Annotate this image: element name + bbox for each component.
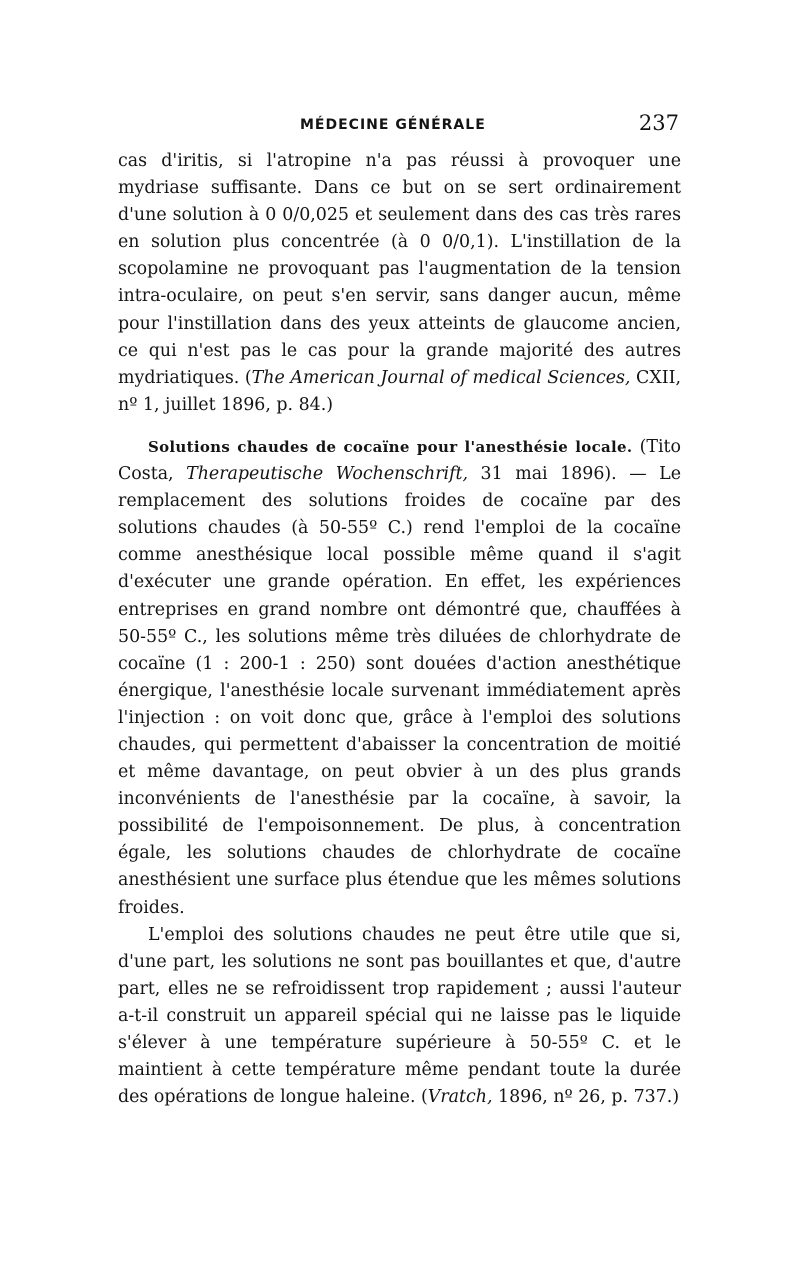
- paragraph-text: L'emploi des solutions chaudes ne peut être utile que si, d'une part, les solutions ne sont pas bouillantes et que, d'autre part, elles ne se refroidissent trop rapidement ; aussi l'auteur a-t-il construit un appareil spécial qui ne laisse pas le liquide s'élever à une température supérieure à 50-55º C. et le maintient à cette température même pendant toute la durée des opérations de longue haleine. (: [118, 924, 681, 1108]
- paragraph-scopolamine: [118, 148, 681, 419]
- section-gap: [118, 419, 681, 434]
- paragraph-apparatus: [118, 922, 681, 1112]
- page-header: [118, 113, 681, 143]
- running-title: MÉDECINE GÉNÉRALE: [300, 117, 486, 133]
- section-title: Solutions chaudes de cocaïne pour l'anesthésie locale.: [148, 437, 633, 456]
- journal-title: Therapeutische Wochenschrift,: [186, 464, 469, 485]
- author-citation: (Tito Costa,: [118, 436, 681, 485]
- body-text: [118, 148, 681, 1111]
- paragraph-text: 31 mai 1896). — Le remplacement des solutions froides de cocaïne par des solutions chaudes (à 50-55º C.) rend l'emploi de la cocaïne comme anesthésique local possible même quand il s'agit d'exécuter une grande opération. En effet, les expériences entreprises en grand nombre ont démontré que, chauffées à 50-55º C., les solutions même très diluées de chlorhydrate de cocaïne (1 : 200-1 : 250) sont douées d'action anesthétique énergique, l'anesthésie locale survenant immédiatement après l'injection : on voit donc que, grâce à l'emploi des solutions chaudes, qui permettent d'abaisser la concentration de moitié et même davantage, on peut obvier à un des plus grands inconvénients de l'anesthésie par la cocaïne, à savoir, la possibilité de l'empoisonnement. De plus, à concentration égale, les solutions chaudes de chlorhydrate de cocaïne anesthésient une surface plus étendue que les mêmes solutions froides.: [118, 464, 681, 918]
- citation-details: 1896, nº 26, p. 737.): [492, 1087, 680, 1108]
- journal-title: Vratch,: [427, 1087, 493, 1108]
- citation-details: CXII, nº 1, juillet 1896, p. 84.): [118, 367, 681, 415]
- paragraph-text: cas d'iritis, si l'atropine n'a pas réussi à provoquer une mydriase suffisante. Dans ce but on se sert ordinairement d'une solution à 0 0/0,025 et seulement dans des cas très rares en solution plus concentrée (à 0 0/0,1). L'instillation de la scopolamine ne provoquant pas l'augmentation de la tension intra-oculaire, on peut s'en servir, sans danger aucun, même pour l'instillation dans des yeux atteints de glaucome ancien, ce qui n'est pas le cas pour la grande majorité des autres mydriatiques. (: [118, 151, 681, 388]
- journal-title: The American Journal of medical Sciences,: [251, 367, 631, 388]
- paragraph-cocaine: [118, 434, 681, 922]
- page-number: 237: [638, 111, 679, 135]
